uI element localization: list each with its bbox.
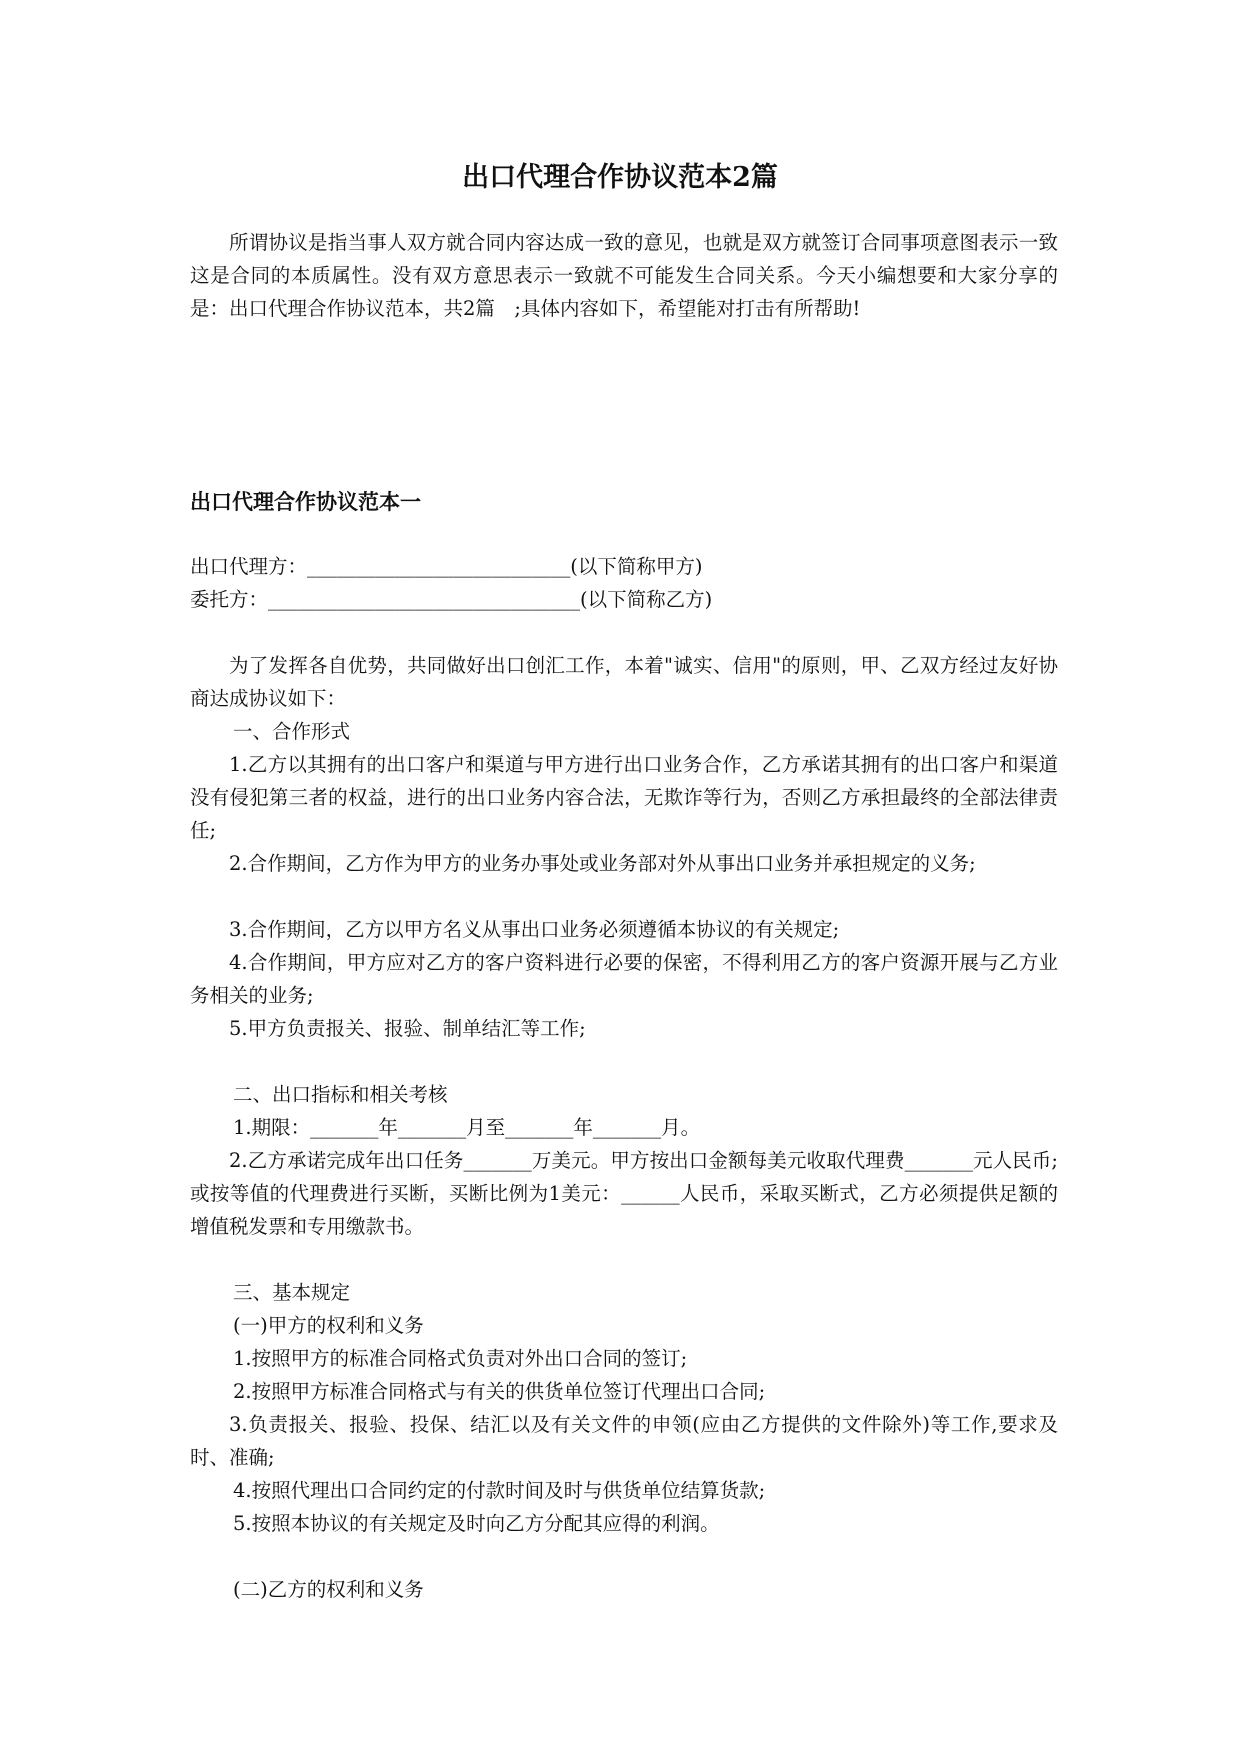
document-title: 出口代理合作协议范本2篇 <box>462 162 778 193</box>
party-b-line: 委托方：________________________________(以下简称乙方) <box>190 588 713 611</box>
party-a-line: 出口代理方：___________________________(以下简称甲方) <box>190 555 703 578</box>
s3-item-3: 3.负责报关、报验、投保、结汇以及有关文件的申领(应由乙方提供的文件除外)等工作,要求及时、准确; <box>190 1413 1058 1469</box>
s3-item-1: 1.按照甲方的标准合同格式负责对外出口合同的签订; <box>233 1347 688 1370</box>
s3-item-5: 5.按照本协议的有关规定及时向乙方分配其应得的利润。 <box>233 1512 720 1535</box>
intro-paragraph: 所谓协议是指当事人双方就合同内容达成一致的意见，也就是双方就签订合同事项意图表示一致这是合同的本质属性。没有双方意思表示一致就不可能发生合同关系。今天小编想要和大家分享的是：出口代理合作协议范本，共2篇 ;具体内容如下，希望能对打击有所帮助! <box>190 231 1058 320</box>
s1-item-5: 5.甲方负责报关、报验、制单结汇等工作; <box>229 1017 586 1040</box>
s1-item-1: 1.乙方以其拥有的出口客户和渠道与甲方进行出口业务合作，乙方承诺其拥有的出口客户和渠道没有侵犯第三者的权益，进行的出口业务内容合法，无欺诈等行为，否则乙方承担最终的全部法律责任; <box>190 753 1058 842</box>
section-1-heading: 一、合作形式 <box>233 720 351 743</box>
s1-item-2: 2.合作期间，乙方作为甲方的业务办事处或业务部对外从事出口业务并承担规定的义务; <box>229 852 976 875</box>
s2-item-1: 1.期限：_______年_______月至_______年_______月。 <box>233 1116 701 1139</box>
section-heading: 出口代理合作协议范本一 <box>190 489 421 514</box>
section-3-heading: 三、基本规定 <box>233 1281 351 1304</box>
s3-item-4: 4.按照代理出口合同约定的付款时间及时与供货单位结算货款; <box>233 1479 766 1502</box>
s3-item-2: 2.按照甲方标准合同格式与有关的供货单位签订代理出口合同; <box>233 1380 766 1403</box>
preamble-paragraph: 为了发挥各自优势，共同做好出口创汇工作，本着"诚实、信用"的原则，甲、乙双方经过友好协商达成协议如下： <box>190 654 1058 710</box>
s1-item-3: 3.合作期间，乙方以甲方名义从事出口业务必须遵循本协议的有关规定; <box>229 918 840 941</box>
section-2-heading: 二、出口指标和相关考核 <box>233 1083 448 1106</box>
s1-item-4: 4.合作期间，甲方应对乙方的客户资料进行必要的保密，不得利用乙方的客户资源开展与乙方业务相关的业务; <box>190 951 1058 1007</box>
s2-item-2: 2.乙方承诺完成年出口任务_______万美元。甲方按出口金额每美元收取代理费_______元人民币;或按等值的代理费进行买断，买断比例为1美元：______人民币，采取买断式，乙方必须提供足额的增值税发票和专用缴款书。 <box>190 1149 1058 1238</box>
s3-subheading-2: (二)乙方的权利和义务 <box>233 1578 424 1601</box>
s3-subheading-1: (一)甲方的权利和义务 <box>233 1314 424 1337</box>
